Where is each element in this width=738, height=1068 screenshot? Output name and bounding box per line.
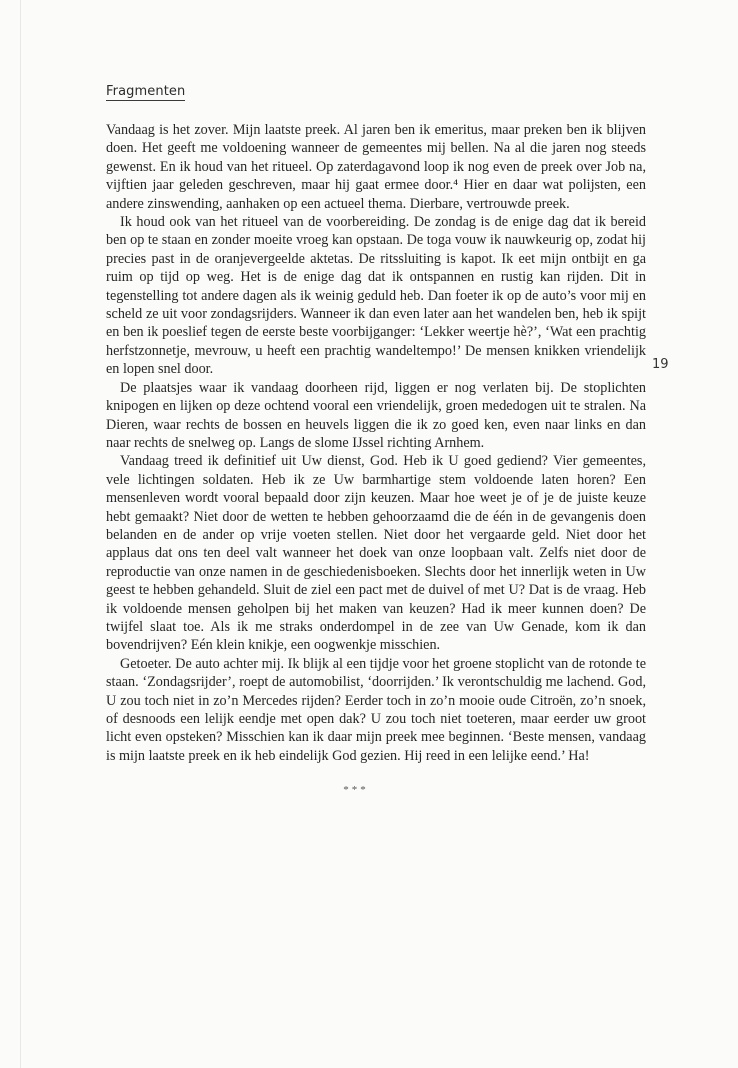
paragraph: De plaatsjes waar ik vandaag doorheen rijd, liggen er nog verlaten bij. De stoplichten knipogen en lijken op deze ochtend vooral een vriendelijk, groen mededogen uit te stralen. Na Dieren, waar rechts de bossen en heuvels liggen die ik zo goed ken, even naar links en dan naar rechts de snelweg op. Langs de slome IJssel richting Arnhem. xyxy=(106,379,646,451)
paragraph: Vandaag treed ik definitief uit Uw dienst, God. Heb ik U goed gediend? Vier gemeentes, vele lichtingen soldaten. Heb ik ze Uw barmhartige stem voldoende laten horen? Een mensenleven wordt vooral bepaald door zijn keuzen. Maar hoe weet je of je de juiste keuze hebt gemaakt? Niet door de wetten te hebben gehoorzaamd die de één in de gevangenis doen belanden en de ander op vrije voeten stellen. Niet door het vergaarde geld. Niet door het applaus dat ons ten deel valt wanneer het doek van onze loopbaan valt. Zelfs niet door de reproductie van onze namen in de geschiedenisboeken. Slechts door het innerlijk weten in Uw geest te hebben gehandeld. Sluit de ziel een pact met de duivel of met U? Dat is de vraag. Heb ik voldoende mensen geholpen bij het maken van keuzen? Had ik meer kunnen doen? De twijfel slaat toe. Als ik me straks onderdompel in de zee van Uw Genade, kom ik dan bovendrijven? Eén klein knikje, een oogwenkje misschien. xyxy=(106,453,646,654)
paragraph: Ik houd ook van het ritueel van de voorbereiding. De zondag is de enige dag dat ik bereid ben op te staan en zonder moeite vroeg kan opstaan. De toga vouw ik nauwkeurig op, zodat hij precies past in de oranjevergeelde aktetas. De ritssluiting is kapot. Ik eet mijn ontbijt en ga ruim op tijd op weg. Het is de enige dag dat ik ontspannen en rustig kan rijden. Dit in tegenstelling tot andere dagen als ik weinig geduld heb. Dan foeter ik op de auto’s voor mij en scheld ze uit voor zondagsrijders. Wanneer ik dan even later aan het wandelen ben, heb ik spijt en ben ik poeslief tegen de eerste beste voorbijganger: ‘Lekker weertje hè?’, ‘Wat een prachtig herfstzonnetje, mevrouw, u heeft een prachtig wandeltempo!’ De mensen knikken vriendelijk en lopen snel door. xyxy=(106,214,646,378)
body-text xyxy=(106,121,646,800)
paragraph: Vandaag is het zover. Mijn laatste preek. Al jaren ben ik emeritus, maar preken ben ik blijven doen. Het geeft me voldoening wanneer de gemeentes mij bellen. Na al die jaren nog steeds gewenst. En ik houd van het ritueel. Op zaterdagavond loop ik nog even de preek over Job na, vijftien jaar geleden geschreven, maar hij gaat ermee door.⁴ Hier en daar wat polijsten, een andere zinswending, aanhaken op een actueel thema. Dierbare, vertrouwde preek. xyxy=(106,122,646,212)
section-separator: *** xyxy=(343,784,369,797)
page-edge-rule xyxy=(20,0,21,1068)
running-header: Fragmenten xyxy=(106,84,186,99)
page-number: 19 xyxy=(652,357,669,372)
paragraph: Getoeter. De auto achter mij. Ik blijk al een tijdje voor het groene stoplicht van de rotonde te staan. ‘Zondagsrijder’, roept de automobilist, ‘doorrijden.’ Ik verontschuldig me lachend. God, U zou toch niet in zo’n Mercedes rijden? Eerder toch in zo’n mooie oude Citroën, zo’n snoek, of desnoods een lelijk eendje met open dak? U zou toch niet toeteren, maar eerder uw groot licht even opsteken? Misschien kan ik daar mijn preek mee beginnen. ‘Beste mensen, vandaag is mijn laatste preek en ik heb eindelijk God gezien. Hij reed in een lelijke eend.’ Ha! xyxy=(106,655,646,764)
